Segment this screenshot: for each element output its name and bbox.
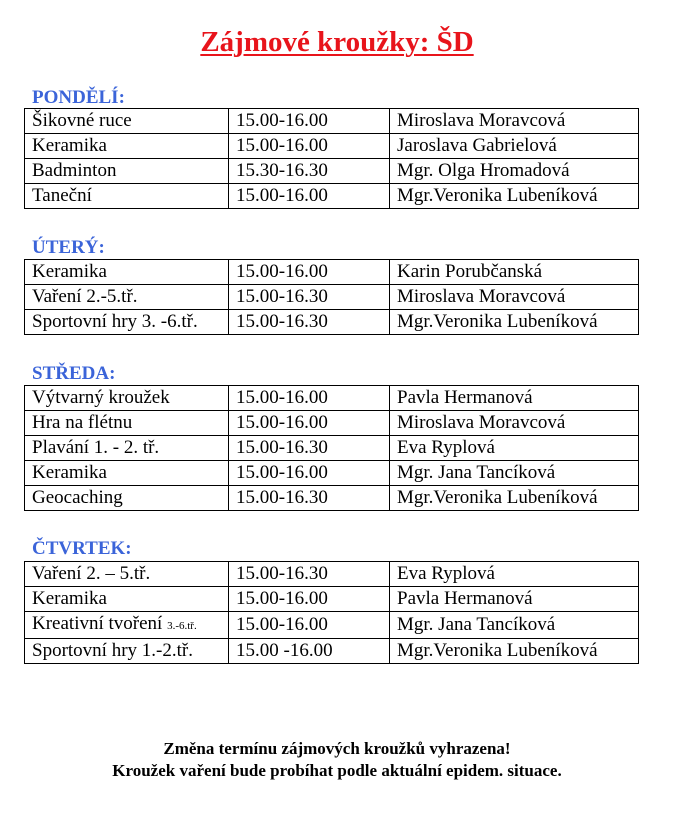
time-cell: 15.00-16.00 — [229, 386, 390, 411]
teacher-cell: Jaroslava Gabrielová — [390, 134, 639, 159]
page-title-text: Zájmové kroužky: ŠD — [200, 26, 474, 58]
activity-cell: Geocaching — [25, 486, 229, 511]
teacher-cell: Eva Ryplová — [390, 562, 639, 587]
table-row — [25, 411, 639, 436]
table-row — [25, 639, 639, 664]
activity-cell: Výtvarný kroužek — [25, 386, 229, 411]
table-row — [25, 134, 639, 159]
time-cell: 15.00-16.30 — [229, 562, 390, 587]
activity-cell: Sportovní hry 1.-2.tř. — [25, 639, 229, 664]
teacher-cell: Mgr.Veronika Lubeníková — [390, 639, 639, 664]
table-row — [25, 461, 639, 486]
time-cell: 15.00-16.00 — [229, 184, 390, 209]
teacher-cell: Miroslava Moravcová — [390, 411, 639, 436]
table-row — [25, 486, 639, 511]
page-title — [0, 22, 674, 62]
schedule-table-tuesday — [24, 259, 639, 335]
teacher-cell: Pavla Hermanová — [390, 386, 639, 411]
time-cell: 15.00-16.30 — [229, 285, 390, 310]
table-row — [25, 159, 639, 184]
activity-grade-note: 3.-6.tř. — [167, 620, 197, 632]
teacher-cell: Karin Porubčanská — [390, 260, 639, 285]
time-cell: 15.00-16.00 — [229, 134, 390, 159]
table-row — [25, 587, 639, 612]
time-cell: 15.30-16.30 — [229, 159, 390, 184]
activity-cell: Badminton — [25, 159, 229, 184]
activity-cell: Vaření 2. – 5.tř. — [25, 562, 229, 587]
day-heading-monday: PONDĚLÍ: — [32, 87, 125, 108]
day-heading-thursday: ČTVRTEK: — [32, 538, 132, 559]
teacher-cell: Mgr.Veronika Lubeníková — [390, 310, 639, 335]
activity-cell: Keramika — [25, 461, 229, 486]
time-cell: 15.00-16.30 — [229, 310, 390, 335]
activity-label: Kreativní tvoření — [32, 613, 163, 634]
teacher-cell: Miroslava Moravcová — [390, 285, 639, 310]
teacher-cell: Mgr. Jana Tancíková — [390, 612, 639, 639]
activity-cell: Plavání 1. - 2. tř. — [25, 436, 229, 461]
activity-cell: Šikovné ruce — [25, 109, 229, 134]
footer-line-2: Kroužek vaření bude probíhat podle aktuální epidem. situace. — [112, 761, 562, 780]
table-row — [25, 285, 639, 310]
activity-cell: Keramika — [25, 260, 229, 285]
teacher-cell: Mgr.Veronika Lubeníková — [390, 184, 639, 209]
footer-notice — [0, 738, 674, 782]
teacher-cell: Mgr. Jana Tancíková — [390, 461, 639, 486]
time-cell: 15.00-16.00 — [229, 109, 390, 134]
teacher-cell: Eva Ryplová — [390, 436, 639, 461]
activity-cell: Keramika — [25, 134, 229, 159]
table-row — [25, 184, 639, 209]
time-cell: 15.00-16.30 — [229, 486, 390, 511]
table-row — [25, 436, 639, 461]
footer-line-1: Změna termínu zájmových kroužků vyhrazena! — [163, 739, 511, 758]
table-row — [25, 612, 639, 639]
teacher-cell: Miroslava Moravcová — [390, 109, 639, 134]
schedule-table-monday — [24, 108, 639, 209]
table-row — [25, 386, 639, 411]
teacher-cell: Mgr.Veronika Lubeníková — [390, 486, 639, 511]
table-row — [25, 562, 639, 587]
activity-cell: Taneční — [25, 184, 229, 209]
time-cell: 15.00-16.00 — [229, 260, 390, 285]
time-cell: 15.00-16.00 — [229, 612, 390, 639]
teacher-cell: Mgr. Olga Hromadová — [390, 159, 639, 184]
table-row — [25, 109, 639, 134]
activity-cell: Sportovní hry 3. -6.tř. — [25, 310, 229, 335]
activity-cell: Hra na flétnu — [25, 411, 229, 436]
time-cell: 15.00 -16.00 — [229, 639, 390, 664]
schedule-table-thursday — [24, 561, 639, 664]
time-cell: 15.00-16.00 — [229, 411, 390, 436]
time-cell: 15.00-16.00 — [229, 587, 390, 612]
time-cell: 15.00-16.30 — [229, 436, 390, 461]
activity-cell: Keramika — [25, 587, 229, 612]
teacher-cell: Pavla Hermanová — [390, 587, 639, 612]
table-row — [25, 260, 639, 285]
table-row — [25, 310, 639, 335]
day-heading-wednesday: STŘEDA: — [32, 363, 116, 384]
day-heading-tuesday: ÚTERÝ: — [32, 237, 105, 258]
time-cell: 15.00-16.00 — [229, 461, 390, 486]
activity-cell — [25, 612, 229, 639]
schedule-table-wednesday — [24, 385, 639, 511]
activity-cell: Vaření 2.-5.tř. — [25, 285, 229, 310]
